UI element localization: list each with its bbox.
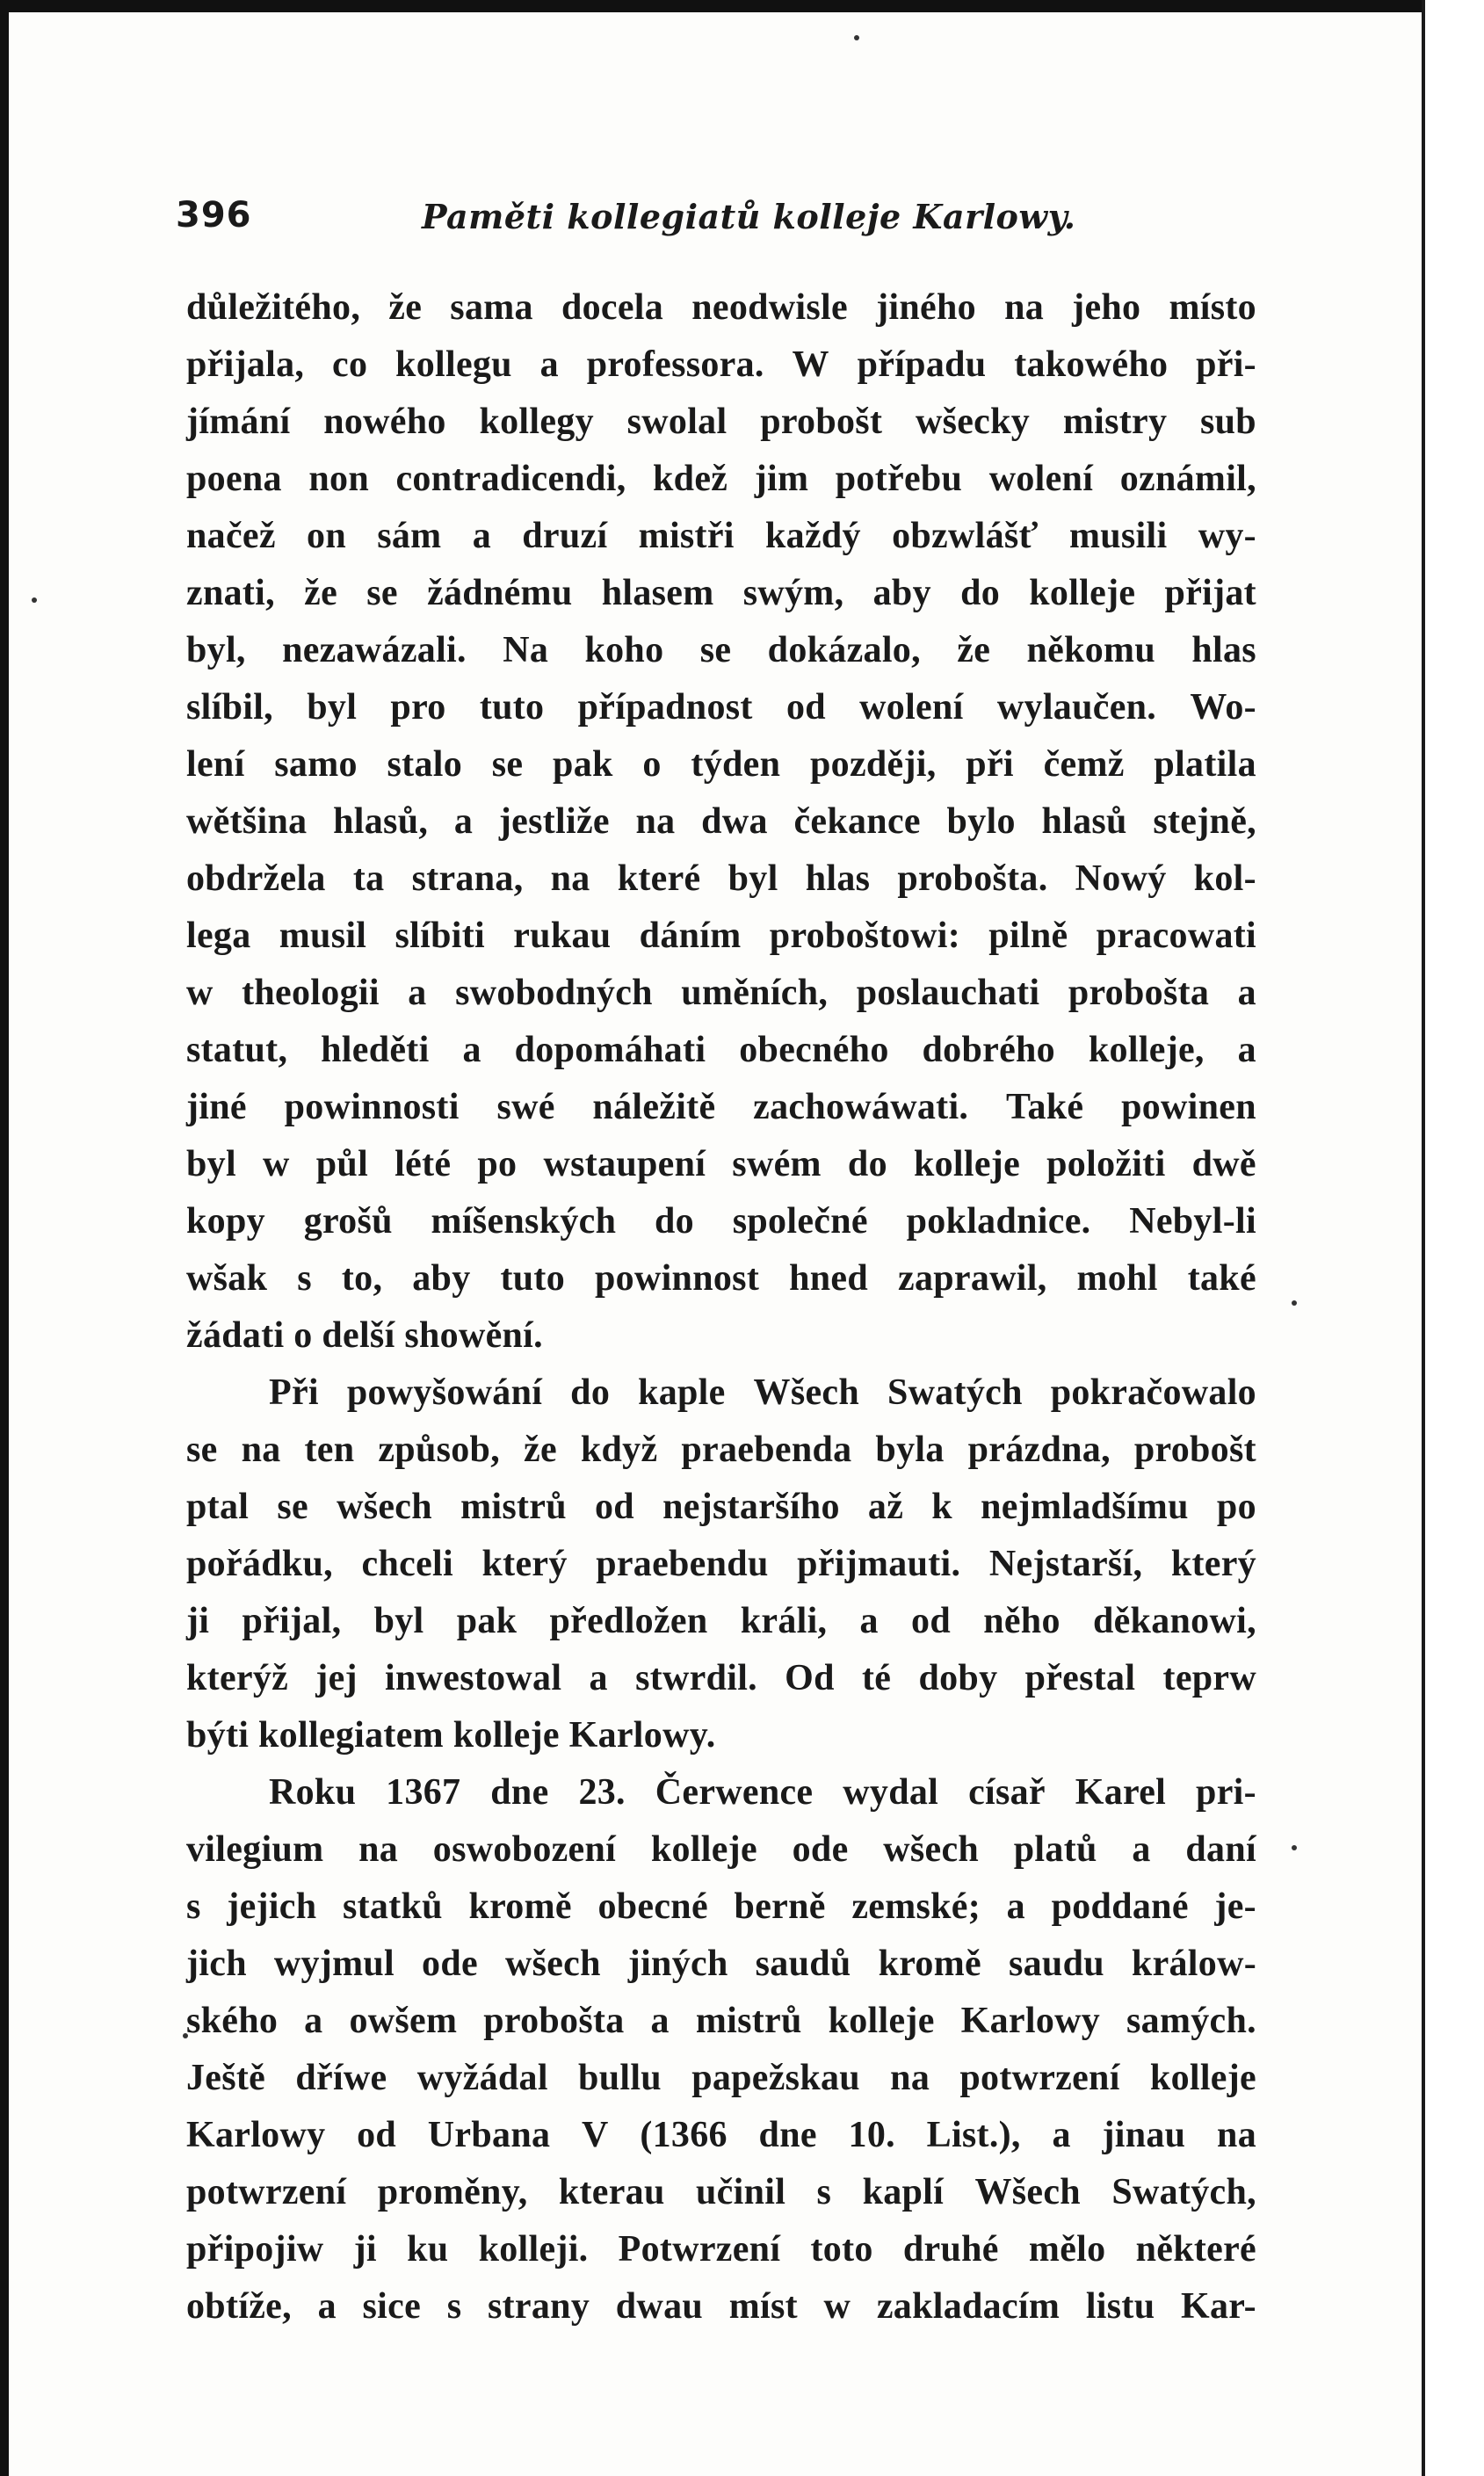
scan-top-edge [0,0,1484,12]
text-line: byl w půl lété po wstaupení swém do kolleje položiti dwě [186,1144,1256,1184]
text-line: načež on sám a druzí mistři každý obzwlášť musili wy- [186,516,1256,556]
text-line: připojiw ji ku kolleji. Potwrzení toto druhé mělo některé [186,2229,1256,2270]
text-line: Karlowy od Urbana V (1366 dne 10. List.), a jinau na [186,2115,1256,2155]
text-line: jich wyjmul ode wšech jiných saudů kromě saudu králow- [186,1944,1256,1984]
text-line: žádati o delší showění. [186,1315,543,1356]
text-line: Při powyšowání do kaple Wšech Swatých pokračowalo [269,1372,1256,1413]
text-line: lení samo stalo se pak o týden později, při čemž platila [186,744,1256,785]
text-line: obdržela ta strana, na které byl hlas probošta. Nowý kol- [186,858,1256,899]
text-line: ji přijal, byl pak předložen králi, a od něho děkanowi, [186,1601,1256,1641]
text-line: s jejich statků kromě obecné berně zemské; a poddané je- [186,1886,1256,1927]
scan-speck [1292,1845,1297,1850]
next-page-margin [1425,0,1484,2476]
text-line: lega musil slíbiti rukau dáním proboštowi: pilně pracowati [186,916,1256,956]
text-line: jímání nowého kollegy swolal probošt wšecky mistry sub [186,402,1256,442]
text-line: potwrzení proměny, kterau učinil s kaplí Wšech Swatých, [186,2172,1256,2212]
text-line: statut, hleděti a dopomáhati obecného dobrého kolleje, a [186,1030,1256,1070]
text-line: býti kollegiatem kolleje Karlowy. [186,1715,716,1756]
text-line: důležitého, že sama docela neodwisle jiného na jeho místo [186,287,1256,328]
text-line: wšak s to, aby tuto powinnost hned zaprawil, mohl také [186,1258,1256,1299]
scan-speck [854,35,859,40]
text-line: přijala, co kollegu a professora. W případu takowého při- [186,344,1256,385]
text-line: se na ten způsob, že když praebenda byla prázdna, probošt [186,1430,1256,1470]
text-line: poena non contradicendi, kdež jim potřebu wolení oznámil, [186,459,1256,499]
text-line: ptal se wšech mistrů od nejstaršího až k nejmladšímu po [186,1487,1256,1527]
scan-left-edge [0,0,9,2476]
text-line: byl, nezawázali. Na koho se dokázalo, že někomu hlas [186,630,1256,670]
text-line: znati, že se žádnému hlasem swým, aby do kolleje přijat [186,573,1256,613]
text-line: obtíže, a sice s strany dwau míst w zakladacím listu Kar- [186,2286,1256,2327]
text-line: Ještě dříwe wyžádal bullu papežskau na potwrzení kolleje [186,2058,1256,2098]
text-line: ského a owšem probošta a mistrů kolleje Karlowy samých. [186,2001,1256,2041]
text-line: wětšina hlasů, a jestliže na dwa čekance bylo hlasů stejně, [186,801,1256,842]
text-line: kterýž jej inwestowal a stwrdil. Od té doby přestal teprw [186,1658,1256,1698]
page-number: 396 [176,195,252,235]
scan-speck [32,597,37,603]
body-text [186,279,1256,2335]
text-line: Roku 1367 dne 23. Čerwence wydal císař Karel pri- [269,1772,1256,1813]
running-title: Paměti kollegiatů kolleje Karlowy. [422,197,1076,236]
scan-speck [1292,1300,1297,1306]
text-line: jiné powinnosti swé náležitě zachowáwati. Také powinen [186,1087,1256,1127]
text-line: w theologii a swobodných uměních, poslauchati probošta a [186,973,1256,1013]
text-line: slíbil, byl pro tuto případnost od wolení wylaučen. Wo- [186,687,1256,728]
text-line: kopy grošů míšenských do společné pokladnice. Nebyl-li [186,1201,1256,1242]
running-head [176,195,1256,257]
text-line: vilegium na oswobození kolleje ode wšech platů a daní [186,1829,1256,1870]
text-line: pořádku, chceli který praebendu přijmauti. Nejstarší, který [186,1544,1256,1584]
